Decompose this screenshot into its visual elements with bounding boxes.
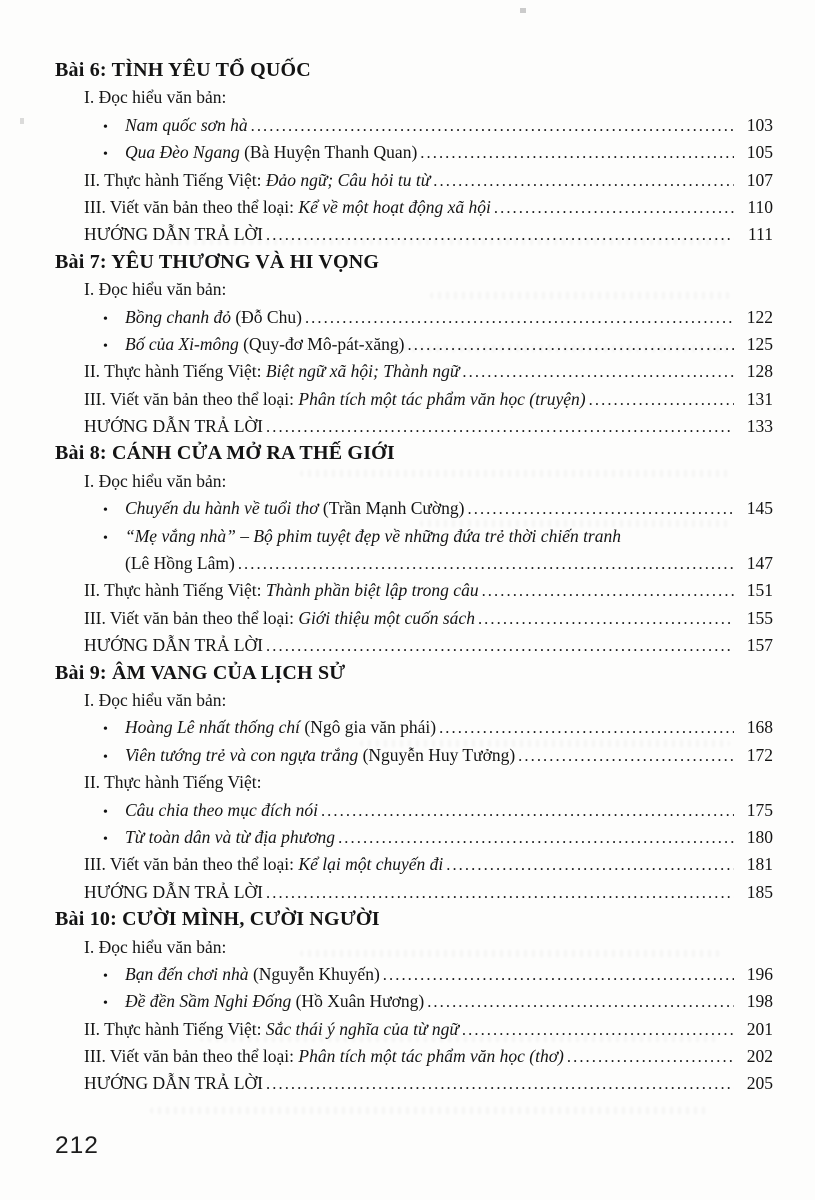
toc-row	[55, 194, 773, 221]
toc-entry-text	[84, 851, 443, 878]
toc-row	[55, 550, 773, 577]
toc-entry-text	[84, 1043, 564, 1070]
entry-label: (Bà Huyện Thanh Quan)	[239, 142, 418, 163]
toc-entry-text	[125, 988, 424, 1015]
toc-entry-text	[84, 413, 263, 440]
toc-row	[55, 495, 773, 522]
work-title: Nam quốc sơn hà	[125, 114, 248, 135]
entry-page-number: 157	[746, 635, 773, 656]
toc-row	[55, 988, 773, 1015]
entry-page-number: 147	[746, 553, 773, 574]
bullet-icon: •	[103, 804, 108, 820]
toc-entry-text	[125, 112, 248, 139]
entry-label: III. Viết văn bản theo thể loại:	[84, 607, 299, 628]
work-title: Viên tướng trẻ và con ngựa trắng	[125, 744, 359, 765]
dot-leader	[462, 358, 734, 385]
dot-leader	[446, 851, 734, 878]
dot-leader	[427, 988, 734, 1015]
toc-row	[55, 221, 773, 248]
toc-entry-text	[84, 1016, 459, 1043]
toc-entry-text	[84, 934, 226, 961]
dot-leader	[238, 550, 734, 577]
toc-entry-text	[125, 523, 621, 550]
table-of-contents	[55, 57, 773, 1098]
scan-artifact	[150, 1107, 710, 1114]
dot-leader	[383, 961, 734, 988]
toc-entry-text	[125, 824, 335, 851]
entry-page-number: 168	[746, 717, 773, 738]
entry-label: II. Thực hành Tiếng Việt:	[84, 580, 266, 601]
entry-page-number: 202	[746, 1046, 773, 1067]
entry-label: III. Viết văn bản theo thể loại:	[84, 388, 299, 409]
toc-entry-text	[125, 550, 235, 577]
toc-entry-text	[84, 167, 430, 194]
work-title: Bồng chanh đỏ	[125, 306, 231, 327]
dot-leader	[305, 304, 734, 331]
toc-row	[55, 1016, 773, 1043]
toc-row	[55, 468, 773, 495]
toc-entry-text	[84, 358, 459, 385]
entry-page-number: 185	[746, 881, 773, 902]
dot-leader	[589, 386, 734, 413]
entry-page-number: 145	[746, 498, 773, 519]
entry-page-number: 111	[748, 224, 773, 245]
toc-entry-text	[125, 139, 417, 166]
work-title: Đảo ngữ; Câu hỏi tu từ	[265, 169, 431, 190]
entry-label: II. Thực hành Tiếng Việt:	[84, 169, 266, 190]
toc-row	[55, 112, 773, 139]
bullet-icon: •	[103, 831, 108, 847]
entry-label: HƯỚNG DẪN TRẢ LỜI	[84, 1073, 264, 1094]
work-title: Kể lại một chuyến đi	[298, 854, 444, 875]
work-title: Phân tích một tác phẩm văn học (truyện)	[298, 388, 586, 409]
toc-row	[55, 276, 773, 303]
work-title: Kể về một hoạt động xã hội	[298, 196, 491, 217]
toc-row	[55, 632, 773, 659]
toc-row	[55, 523, 773, 550]
work-title: Chuyến du hành về tuổi thơ	[125, 498, 319, 519]
work-title: Thành phần biệt lập trong câu	[265, 580, 479, 601]
dot-leader	[462, 1016, 734, 1043]
entry-page-number: 122	[746, 306, 773, 327]
toc-entry-text	[125, 331, 404, 358]
dot-leader	[518, 742, 734, 769]
entry-label: (Nguyễn Khuyến)	[248, 963, 380, 984]
toc-row	[55, 139, 773, 166]
dot-leader	[266, 1070, 734, 1097]
toc-row	[55, 961, 773, 988]
toc-entry-text	[125, 495, 465, 522]
bullet-icon: •	[103, 968, 108, 984]
toc-row	[55, 331, 773, 358]
bullet-icon: •	[103, 147, 108, 163]
entry-page-number: 172	[746, 744, 773, 765]
work-title: Sắc thái ý nghĩa của từ ngữ	[265, 1018, 459, 1039]
toc-entry-text	[125, 714, 436, 741]
entry-label: (Quy-đơ Mô-pát-xăng)	[238, 333, 405, 354]
toc-entry-text	[125, 961, 380, 988]
entry-label: (Ngô gia văn phái)	[300, 717, 437, 738]
dot-leader	[266, 632, 734, 659]
dot-leader	[478, 605, 734, 632]
entry-label: II. Thực hành Tiếng Việt:	[84, 361, 266, 382]
toc-entry-text	[125, 304, 302, 331]
section-title	[55, 906, 773, 933]
dot-leader	[482, 577, 734, 604]
section-title-text: Bài 8: CÁNH CỬA MỞ RA THẾ GIỚI	[55, 442, 395, 465]
entry-page-number: 125	[746, 333, 773, 354]
entry-page-number: 201	[746, 1018, 773, 1039]
toc-row	[55, 358, 773, 385]
toc-row	[55, 769, 773, 796]
dot-leader	[266, 221, 734, 248]
toc-row	[55, 413, 773, 440]
toc-entry-text	[84, 769, 261, 796]
toc-entry-text	[84, 221, 263, 248]
toc-row	[55, 687, 773, 714]
section-title	[55, 57, 773, 84]
toc-entry-text	[84, 194, 491, 221]
work-title: “Mẹ vắng nhà” – Bộ phim tuyệt đẹp về những đứa trẻ thời chiến tranh	[125, 525, 621, 546]
toc-row	[55, 167, 773, 194]
section-title-text: Bài 10: CƯỜI MÌNH, CƯỜI NGƯỜI	[55, 908, 380, 931]
toc-entry-text	[84, 386, 586, 413]
toc-entry-text	[125, 797, 318, 824]
entry-page-number: 128	[746, 361, 773, 382]
bullet-icon: •	[103, 503, 108, 519]
work-title: Câu chia theo mục đích nói	[125, 799, 318, 820]
entry-page-number: 107	[746, 169, 773, 190]
entry-label: II. Thực hành Tiếng Việt:	[84, 772, 262, 793]
work-title: Phân tích một tác phẩm văn học (thơ)	[298, 1046, 564, 1067]
toc-row	[55, 577, 773, 604]
work-title: Hoàng Lê nhất thống chí	[125, 717, 300, 738]
dot-leader	[420, 139, 734, 166]
toc-entry-text	[84, 879, 263, 906]
entry-label: HƯỚNG DẪN TRẢ LỜI	[84, 635, 264, 656]
entry-page-number: 131	[746, 388, 773, 409]
dot-leader	[407, 331, 734, 358]
bullet-icon: •	[103, 722, 108, 738]
bullet-icon: •	[103, 311, 108, 327]
dot-leader	[439, 714, 734, 741]
toc-entry-text	[84, 632, 263, 659]
entry-label: III. Viết văn bản theo thể loại:	[84, 854, 299, 875]
entry-page-number: 181	[746, 854, 773, 875]
work-title: Bố của Xi-mông	[125, 333, 239, 354]
work-title: Qua Đèo Ngang	[125, 142, 240, 163]
toc-row	[55, 1070, 773, 1097]
entry-page-number: 103	[746, 114, 773, 135]
scan-speck	[520, 8, 526, 13]
entry-label: HƯỚNG DẪN TRẢ LỜI	[84, 416, 264, 437]
work-title: Từ toàn dân và từ địa phương	[125, 826, 336, 847]
entry-page-number: 198	[746, 991, 773, 1012]
footer-page-number: 212	[55, 1132, 99, 1159]
section-title-text: Bài 9: ÂM VANG CỦA LỊCH SỬ	[55, 661, 346, 684]
entry-label: III. Viết văn bản theo thể loại:	[84, 196, 299, 217]
section-title	[55, 440, 773, 467]
toc-row	[55, 934, 773, 961]
bullet-icon: •	[103, 119, 108, 135]
entry-page-number: 110	[747, 196, 773, 217]
entry-label: I. Đọc hiểu văn bản:	[84, 87, 227, 108]
entry-label: II. Thực hành Tiếng Việt:	[84, 1018, 266, 1039]
entry-page-number: 105	[746, 142, 773, 163]
bullet-icon: •	[103, 749, 108, 765]
entry-label: I. Đọc hiểu văn bản:	[84, 689, 227, 710]
toc-row	[55, 386, 773, 413]
entry-label: HƯỚNG DẪN TRẢ LỜI	[84, 224, 264, 245]
toc-row	[55, 797, 773, 824]
section-title-text: Bài 6: TÌNH YÊU TỔ QUỐC	[55, 59, 311, 81]
toc-row	[55, 84, 773, 111]
entry-label: I. Đọc hiểu văn bản:	[84, 470, 227, 491]
entry-label: HƯỚNG DẪN TRẢ LỜI	[84, 881, 264, 902]
entry-label: I. Đọc hiểu văn bản:	[84, 279, 227, 300]
toc-row	[55, 879, 773, 906]
section-title	[55, 249, 773, 276]
toc-entry-text	[125, 742, 515, 769]
entry-page-number: 180	[746, 826, 773, 847]
toc-entry-text	[84, 687, 226, 714]
toc-entry-text	[84, 605, 475, 632]
bullet-icon: •	[103, 338, 108, 354]
entry-page-number: 155	[746, 607, 773, 628]
entry-label: I. Đọc hiểu văn bản:	[84, 936, 227, 957]
toc-row	[55, 824, 773, 851]
work-title: Giới thiệu một cuốn sách	[298, 607, 475, 628]
section-title	[55, 660, 773, 687]
entry-page-number: 196	[746, 963, 773, 984]
dot-leader	[468, 495, 735, 522]
bullet-icon: •	[103, 996, 108, 1012]
toc-row	[55, 851, 773, 878]
work-title: Biệt ngữ xã hội; Thành ngữ	[265, 361, 460, 382]
section-title-text: Bài 7: YÊU THƯƠNG VÀ HI VỌNG	[55, 250, 380, 273]
toc-entry-text	[84, 84, 226, 111]
work-title: Bạn đến chơi nhà	[125, 963, 249, 984]
dot-leader	[251, 112, 734, 139]
toc-row	[55, 742, 773, 769]
toc-entry-text	[84, 577, 479, 604]
scan-speck	[20, 118, 24, 124]
entry-label: (Trần Mạnh Cường)	[318, 498, 465, 519]
dot-leader	[567, 1043, 734, 1070]
entry-label: (Lê Hồng Lâm)	[125, 553, 235, 574]
entry-label: (Hồ Xuân Hương)	[291, 991, 425, 1012]
entry-page-number: 205	[746, 1073, 773, 1094]
toc-row	[55, 304, 773, 331]
entry-label: (Đỗ Chu)	[230, 306, 302, 327]
entry-page-number: 151	[746, 580, 773, 601]
entry-page-number: 175	[746, 799, 773, 820]
dot-leader	[321, 797, 734, 824]
dot-leader	[266, 413, 734, 440]
toc-entry-text	[84, 276, 226, 303]
toc-entry-text	[84, 468, 226, 495]
bullet-icon: •	[103, 530, 108, 546]
dot-leader	[433, 167, 734, 194]
entry-label: III. Viết văn bản theo thể loại:	[84, 1046, 299, 1067]
dot-leader	[266, 879, 734, 906]
dot-leader	[338, 824, 734, 851]
toc-row	[55, 714, 773, 741]
toc-entry-text	[84, 1070, 263, 1097]
entry-page-number: 133	[746, 416, 773, 437]
dot-leader	[494, 194, 734, 221]
toc-row	[55, 1043, 773, 1070]
toc-row	[55, 605, 773, 632]
entry-label: (Nguyễn Huy Tưởng)	[358, 744, 516, 765]
work-title: Đề đền Sầm Nghi Đống	[125, 991, 292, 1012]
